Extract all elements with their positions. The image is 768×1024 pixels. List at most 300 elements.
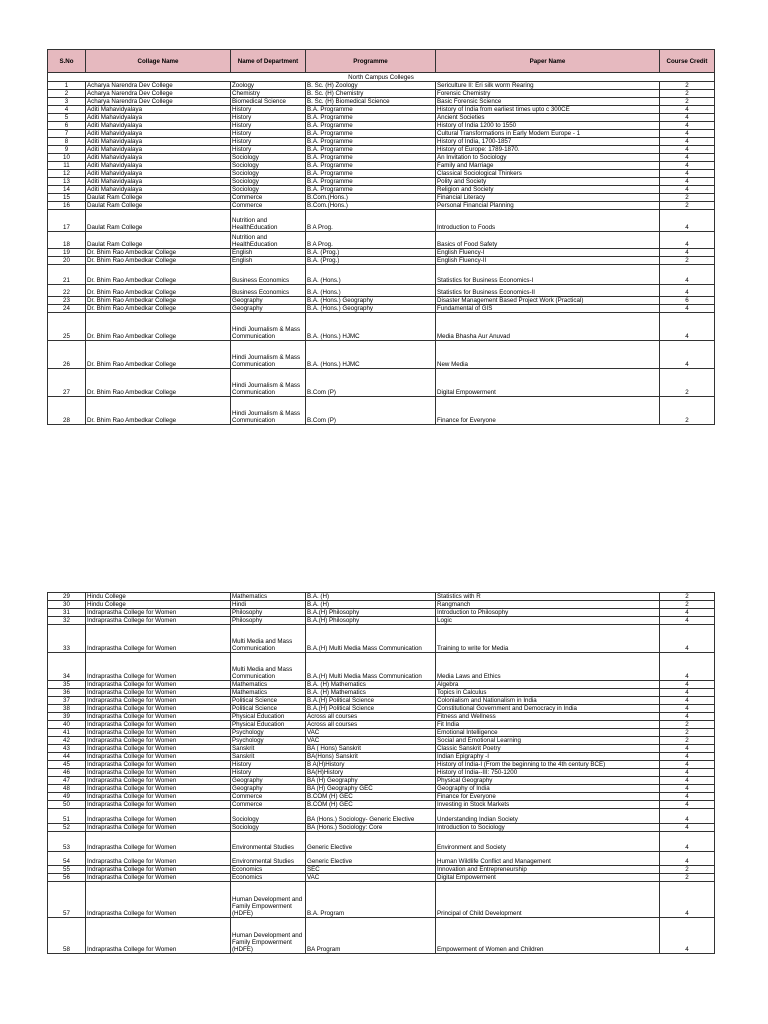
cell-programme: B. Sc. (H) Zoology <box>306 82 436 90</box>
table-row <box>48 753 715 761</box>
cell-college: Aditi Mahavidyalaya <box>86 154 231 162</box>
cell-college: Indraprastha College for Women <box>86 609 231 617</box>
cell-college: Dr. Bhim Rao Ambedkar College <box>86 305 231 313</box>
cell-sno: 6 <box>48 122 86 130</box>
table-row <box>48 653 715 681</box>
cell-sno: 47 <box>48 777 86 785</box>
cell-college: Hindu College <box>86 593 231 601</box>
cell-credit: 2 <box>660 866 715 874</box>
cell-sno: 44 <box>48 753 86 761</box>
cell-sno: 25 <box>48 313 86 341</box>
cell-credit: 4 <box>660 745 715 753</box>
cell-sno: 57 <box>48 882 86 918</box>
cell-programme: B.A. (Hons.) HJMC <box>306 341 436 369</box>
cell-programme: B.A. (Hons.) <box>306 285 436 297</box>
cell-paper: Empowerment of Women and Children <box>436 918 660 954</box>
header-paper: Paper Name <box>436 50 660 73</box>
table-row <box>48 617 715 625</box>
cell-sno: 33 <box>48 625 86 653</box>
table-row <box>48 761 715 769</box>
cell-college: Aditi Mahavidyalaya <box>86 114 231 122</box>
cell-programme: BA(H)History <box>306 769 436 777</box>
cell-credit: 4 <box>660 689 715 697</box>
table-row <box>48 793 715 801</box>
cell-paper: New Media <box>436 341 660 369</box>
cell-department: Zoology <box>231 82 306 90</box>
cell-programme: B.A. Program <box>306 882 436 918</box>
cell-paper: Religion and Society <box>436 186 660 194</box>
cell-sno: 13 <box>48 178 86 186</box>
cell-college: Dr. Bhim Rao Ambedkar College <box>86 313 231 341</box>
cell-paper: History of India-I (From the beginning to the 4th century BCE) <box>436 761 660 769</box>
cell-sno: 38 <box>48 705 86 713</box>
cell-credit: 4 <box>660 186 715 194</box>
cell-programme: B.A. (Prog.) <box>306 249 436 257</box>
cell-programme: B.A.(H) Multi Media Mass Communication <box>306 625 436 653</box>
cell-paper: Introduction to Philosophy <box>436 609 660 617</box>
cell-paper: Basics of Food Safety <box>436 232 660 249</box>
cell-college: Dr. Bhim Rao Ambedkar College <box>86 397 231 425</box>
cell-paper: Environment and Society <box>436 832 660 852</box>
cell-paper: History of India--III: 750-1200 <box>436 769 660 777</box>
cell-programme: B.A. (Hons.) <box>306 265 436 285</box>
cell-college: Acharya Narendra Dev College <box>86 90 231 98</box>
cell-programme: B.A.(H) Multi Media Mass Communication <box>306 653 436 681</box>
table-row <box>48 146 715 154</box>
cell-sno: 45 <box>48 761 86 769</box>
cell-paper: Family and Marriage <box>436 162 660 170</box>
cell-department: Mathematics <box>231 681 306 689</box>
cell-paper: Basic Forensic Science <box>436 98 660 106</box>
cell-college: Indraprastha College for Women <box>86 625 231 653</box>
cell-college: Acharya Narendra Dev College <box>86 82 231 90</box>
cell-paper: Algebra <box>436 681 660 689</box>
cell-programme: B.A.(H) Political Science <box>306 705 436 713</box>
cell-college: Indraprastha College for Women <box>86 617 231 625</box>
cell-credit: 4 <box>660 785 715 793</box>
cell-college: Dr. Bhim Rao Ambedkar College <box>86 249 231 257</box>
cell-programme: B.A.(H) Political Science <box>306 697 436 705</box>
cell-department: Physical Education <box>231 713 306 721</box>
cell-credit: 2 <box>660 82 715 90</box>
cell-paper: Financial Literacy <box>436 194 660 202</box>
cell-programme: B.Com (P) <box>306 397 436 425</box>
cell-credit: 4 <box>660 824 715 832</box>
table-row <box>48 178 715 186</box>
cell-programme: Across all courses <box>306 713 436 721</box>
cell-department: Business Economics <box>231 285 306 297</box>
cell-department: History <box>231 761 306 769</box>
cell-credit: 4 <box>660 777 715 785</box>
cell-credit: 4 <box>660 106 715 114</box>
table-row <box>48 154 715 162</box>
header-row <box>48 50 715 73</box>
cell-paper: Statistics for Business Economics-II <box>436 285 660 297</box>
cell-department: Hindi <box>231 601 306 609</box>
cell-programme: B.A. Programme <box>306 122 436 130</box>
cell-college: Daulat Ram College <box>86 202 231 210</box>
cell-paper: Classical Sociological Thinkers <box>436 170 660 178</box>
cell-sno: 10 <box>48 154 86 162</box>
cell-college: Daulat Ram College <box>86 194 231 202</box>
cell-department: Psychology <box>231 737 306 745</box>
cell-paper: Personal Financial Planning <box>436 202 660 210</box>
cell-credit: 2 <box>660 737 715 745</box>
cell-department: Psychology <box>231 729 306 737</box>
cell-department: Environmental Studies <box>231 832 306 852</box>
course-table-page-2 <box>47 592 715 954</box>
cell-programme: B.COM (H) GEC <box>306 801 436 809</box>
cell-programme: B.Com.(Hons.) <box>306 202 436 210</box>
cell-sno: 8 <box>48 138 86 146</box>
cell-sno: 7 <box>48 130 86 138</box>
cell-programme: B.A. Programme <box>306 162 436 170</box>
cell-sno: 50 <box>48 801 86 809</box>
cell-department: Environmental Studies <box>231 852 306 866</box>
cell-college: Dr. Bhim Rao Ambedkar College <box>86 257 231 265</box>
cell-programme: B.A. Programme <box>306 186 436 194</box>
table-row <box>48 777 715 785</box>
cell-programme: B.A. Programme <box>306 106 436 114</box>
cell-paper: Statistics for Business Economics-I <box>436 265 660 285</box>
cell-sno: 15 <box>48 194 86 202</box>
cell-department: Human Development and Family Empowerment (HDFE) <box>231 882 306 918</box>
table-row <box>48 809 715 824</box>
cell-credit: 2 <box>660 874 715 882</box>
cell-credit: 2 <box>660 194 715 202</box>
cell-programme: B.A. (Hons.) Geography <box>306 297 436 305</box>
cell-paper: Digital Empowerment <box>436 874 660 882</box>
cell-credit: 2 <box>660 397 715 425</box>
table-row <box>48 866 715 874</box>
cell-sno: 18 <box>48 232 86 249</box>
cell-paper: Finance for Everyone <box>436 397 660 425</box>
cell-programme: B.A. (Hons.) Geography <box>306 305 436 313</box>
cell-sno: 41 <box>48 729 86 737</box>
cell-paper: Emotional Intelligence <box>436 729 660 737</box>
cell-programme: BA Program <box>306 918 436 954</box>
cell-sno: 35 <box>48 681 86 689</box>
cell-sno: 53 <box>48 832 86 852</box>
cell-credit: 4 <box>660 341 715 369</box>
cell-paper: Principal of Child Development <box>436 882 660 918</box>
cell-department: Sociology <box>231 186 306 194</box>
cell-department: History <box>231 769 306 777</box>
cell-department: Economics <box>231 874 306 882</box>
table-row <box>48 737 715 745</box>
table-row <box>48 801 715 809</box>
table-row <box>48 114 715 122</box>
cell-paper: Forensic Chemistry <box>436 90 660 98</box>
table-row <box>48 265 715 285</box>
cell-programme: B.A.(H) Philosophy <box>306 617 436 625</box>
cell-programme: B.Com.(Hons.) <box>306 194 436 202</box>
cell-programme: BA ( Hons) Sanskrit <box>306 745 436 753</box>
cell-department: Sociology <box>231 809 306 824</box>
cell-programme: SEC <box>306 866 436 874</box>
cell-department: Economics <box>231 866 306 874</box>
cell-sno: 36 <box>48 689 86 697</box>
cell-sno: 52 <box>48 824 86 832</box>
cell-college: Dr. Bhim Rao Ambedkar College <box>86 265 231 285</box>
course-table-page-1 <box>47 49 715 425</box>
cell-programme: B.A. Programme <box>306 114 436 122</box>
cell-sno: 28 <box>48 397 86 425</box>
cell-college: Indraprastha College for Women <box>86 866 231 874</box>
cell-department: Commerce <box>231 793 306 801</box>
cell-paper: Polity and Society <box>436 178 660 186</box>
cell-sno: 12 <box>48 170 86 178</box>
cell-paper: Disaster Management Based Project Work (Practical) <box>436 297 660 305</box>
cell-sno: 51 <box>48 809 86 824</box>
cell-college: Indraprastha College for Women <box>86 737 231 745</box>
cell-programme: B.A. Programme <box>306 154 436 162</box>
cell-credit: 4 <box>660 305 715 313</box>
cell-college: Indraprastha College for Women <box>86 918 231 954</box>
cell-programme: VAC <box>306 874 436 882</box>
cell-department: Sociology <box>231 824 306 832</box>
table-row <box>48 122 715 130</box>
cell-department: Geography <box>231 777 306 785</box>
table-row <box>48 138 715 146</box>
table-row <box>48 882 715 918</box>
cell-credit: 4 <box>660 753 715 761</box>
table-row <box>48 232 715 249</box>
cell-paper: History of India, 1700-1857 <box>436 138 660 146</box>
cell-college: Indraprastha College for Women <box>86 653 231 681</box>
cell-college: Aditi Mahavidyalaya <box>86 130 231 138</box>
cell-credit: 4 <box>660 265 715 285</box>
cell-department: History <box>231 130 306 138</box>
cell-department: Business Economics <box>231 265 306 285</box>
cell-paper: Fitness and Wellness <box>436 713 660 721</box>
cell-department: History <box>231 122 306 130</box>
table-row <box>48 852 715 866</box>
cell-sno: 42 <box>48 737 86 745</box>
cell-college: Aditi Mahavidyalaya <box>86 162 231 170</box>
cell-paper: Media Bhasha Aur Anuvad <box>436 313 660 341</box>
table-row <box>48 90 715 98</box>
cell-college: Indraprastha College for Women <box>86 745 231 753</box>
table-row <box>48 824 715 832</box>
cell-sno: 37 <box>48 697 86 705</box>
cell-credit: 2 <box>660 202 715 210</box>
cell-sno: 39 <box>48 713 86 721</box>
table-row <box>48 162 715 170</box>
cell-credit: 4 <box>660 249 715 257</box>
cell-sno: 40 <box>48 721 86 729</box>
cell-programme: B. Sc. (H) Chemistry <box>306 90 436 98</box>
cell-department: Hindi Journalism & Mass Communication <box>231 397 306 425</box>
cell-paper: Geography of India <box>436 785 660 793</box>
cell-programme: Generic Elective <box>306 852 436 866</box>
cell-programme: B.A. Programme <box>306 178 436 186</box>
cell-sno: 19 <box>48 249 86 257</box>
cell-college: Dr. Bhim Rao Ambedkar College <box>86 341 231 369</box>
cell-paper: English Fluency-I <box>436 249 660 257</box>
cell-credit: 4 <box>660 114 715 122</box>
cell-paper: English Fluency-II <box>436 257 660 265</box>
cell-department: Geography <box>231 785 306 793</box>
table-row <box>48 106 715 114</box>
table-row <box>48 681 715 689</box>
cell-department: Commerce <box>231 194 306 202</box>
cell-sno: 31 <box>48 609 86 617</box>
cell-programme: BA(Hons) Sanskrit <box>306 753 436 761</box>
cell-college: Indraprastha College for Women <box>86 769 231 777</box>
cell-college: Indraprastha College for Women <box>86 761 231 769</box>
header-sno: S.No <box>48 50 86 73</box>
cell-credit: 4 <box>660 154 715 162</box>
cell-credit: 4 <box>660 852 715 866</box>
table-row <box>48 593 715 601</box>
cell-credit: 4 <box>660 809 715 824</box>
cell-programme: B.A. (H) Mathematics <box>306 681 436 689</box>
cell-programme: BA (Hons.) Sociology: Core <box>306 824 436 832</box>
cell-programme: BA (H) Geography GEC <box>306 785 436 793</box>
cell-programme: B.A. Programme <box>306 138 436 146</box>
cell-department: English <box>231 249 306 257</box>
cell-paper: Classic Sanskrit Poetry <box>436 745 660 753</box>
table-row <box>48 130 715 138</box>
cell-college: Indraprastha College for Women <box>86 777 231 785</box>
cell-credit: 4 <box>660 146 715 154</box>
cell-sno: 17 <box>48 210 86 232</box>
cell-department: Commerce <box>231 801 306 809</box>
cell-programme: B.A.(H) Philosophy <box>306 609 436 617</box>
cell-paper: History of Europe: 1789-1870. <box>436 146 660 154</box>
cell-college: Aditi Mahavidyalaya <box>86 178 231 186</box>
cell-credit: 4 <box>660 138 715 146</box>
cell-paper: Constitutional Government and Democracy in India <box>436 705 660 713</box>
cell-department: Philosophy <box>231 617 306 625</box>
cell-credit: 4 <box>660 122 715 130</box>
cell-sno: 24 <box>48 305 86 313</box>
cell-paper: Introduction to Foods <box>436 210 660 232</box>
cell-credit: 4 <box>660 313 715 341</box>
cell-credit: 4 <box>660 210 715 232</box>
cell-department: Physical Education <box>231 721 306 729</box>
cell-department: Sociology <box>231 154 306 162</box>
cell-department: Political Science <box>231 705 306 713</box>
cell-credit: 4 <box>660 681 715 689</box>
table-row <box>48 202 715 210</box>
cell-credit: 4 <box>660 232 715 249</box>
cell-department: Sociology <box>231 170 306 178</box>
cell-department: Multi Media and Mass Communication <box>231 625 306 653</box>
cell-credit: 2 <box>660 98 715 106</box>
cell-credit: 4 <box>660 801 715 809</box>
cell-college: Hindu College <box>86 601 231 609</box>
table-row <box>48 785 715 793</box>
table-row <box>48 297 715 305</box>
cell-paper: History of India 1200 to 1550 <box>436 122 660 130</box>
header-college: Collage Name <box>86 50 231 73</box>
cell-department: History <box>231 146 306 154</box>
cell-credit: 2 <box>660 257 715 265</box>
cell-sno: 49 <box>48 793 86 801</box>
cell-credit: 4 <box>660 793 715 801</box>
header-programme: Programme <box>306 50 436 73</box>
table-row <box>48 745 715 753</box>
cell-department: Human Development and Family Empowerment (HDFE) <box>231 918 306 954</box>
cell-paper: Digital Empowerment <box>436 369 660 397</box>
cell-programme: B.A. (H) <box>306 593 436 601</box>
cell-department: Sanskrit <box>231 745 306 753</box>
table-row <box>48 98 715 106</box>
cell-department: Philosophy <box>231 609 306 617</box>
cell-department: English <box>231 257 306 265</box>
cell-credit: 2 <box>660 721 715 729</box>
table-row <box>48 210 715 232</box>
table-row <box>48 305 715 313</box>
cell-college: Daulat Ram College <box>86 232 231 249</box>
cell-department: History <box>231 138 306 146</box>
table-row <box>48 625 715 653</box>
cell-credit: 4 <box>660 178 715 186</box>
cell-college: Dr. Bhim Rao Ambedkar College <box>86 285 231 297</box>
cell-paper: Innovation and Entrepreneurship <box>436 866 660 874</box>
table-row <box>48 313 715 341</box>
cell-credit: 2 <box>660 593 715 601</box>
cell-paper: Fit India <box>436 721 660 729</box>
cell-college: Indraprastha College for Women <box>86 681 231 689</box>
section-label: North Campus Colleges <box>48 73 715 82</box>
section-row <box>48 73 715 82</box>
cell-department: Hindi Journalism & Mass Communication <box>231 341 306 369</box>
cell-college: Aditi Mahavidyalaya <box>86 186 231 194</box>
cell-college: Acharya Narendra Dev College <box>86 98 231 106</box>
cell-college: Indraprastha College for Women <box>86 705 231 713</box>
cell-paper: Training to write for Media <box>436 625 660 653</box>
cell-college: Aditi Mahavidyalaya <box>86 170 231 178</box>
cell-programme: B.A. (Hons.) HJMC <box>306 313 436 341</box>
cell-college: Indraprastha College for Women <box>86 785 231 793</box>
cell-college: Aditi Mahavidyalaya <box>86 106 231 114</box>
cell-department: History <box>231 106 306 114</box>
cell-sno: 27 <box>48 369 86 397</box>
cell-credit: 4 <box>660 162 715 170</box>
table-row <box>48 874 715 882</box>
cell-paper: Human Wildlife Conflict and Management <box>436 852 660 866</box>
cell-department: Biomedical Science <box>231 98 306 106</box>
cell-paper: Cultural Transformations in Early Modern Europe - 1 <box>436 130 660 138</box>
cell-department: Hindi Journalism & Mass Communication <box>231 369 306 397</box>
cell-sno: 14 <box>48 186 86 194</box>
cell-paper: Ancient Societies <box>436 114 660 122</box>
cell-paper: Media Laws and Ethics <box>436 653 660 681</box>
cell-college: Indraprastha College for Women <box>86 713 231 721</box>
header-department: Name of Department <box>231 50 306 73</box>
cell-department: Geography <box>231 297 306 305</box>
cell-sno: 26 <box>48 341 86 369</box>
cell-college: Indraprastha College for Women <box>86 832 231 852</box>
table-row <box>48 257 715 265</box>
cell-college: Aditi Mahavidyalaya <box>86 122 231 130</box>
cell-credit: 4 <box>660 625 715 653</box>
cell-programme: VAC <box>306 737 436 745</box>
cell-programme: B.A. (Prog.) <box>306 257 436 265</box>
table-row <box>48 729 715 737</box>
cell-department: Multi Media and Mass Communication <box>231 653 306 681</box>
cell-paper: Understanding Indian Society <box>436 809 660 824</box>
cell-college: Indraprastha College for Women <box>86 729 231 737</box>
cell-credit: 4 <box>660 705 715 713</box>
cell-programme: B.A. Programme <box>306 170 436 178</box>
cell-paper: Colonialism and Nationalism in India <box>436 697 660 705</box>
cell-credit: 4 <box>660 697 715 705</box>
cell-credit: 4 <box>660 713 715 721</box>
